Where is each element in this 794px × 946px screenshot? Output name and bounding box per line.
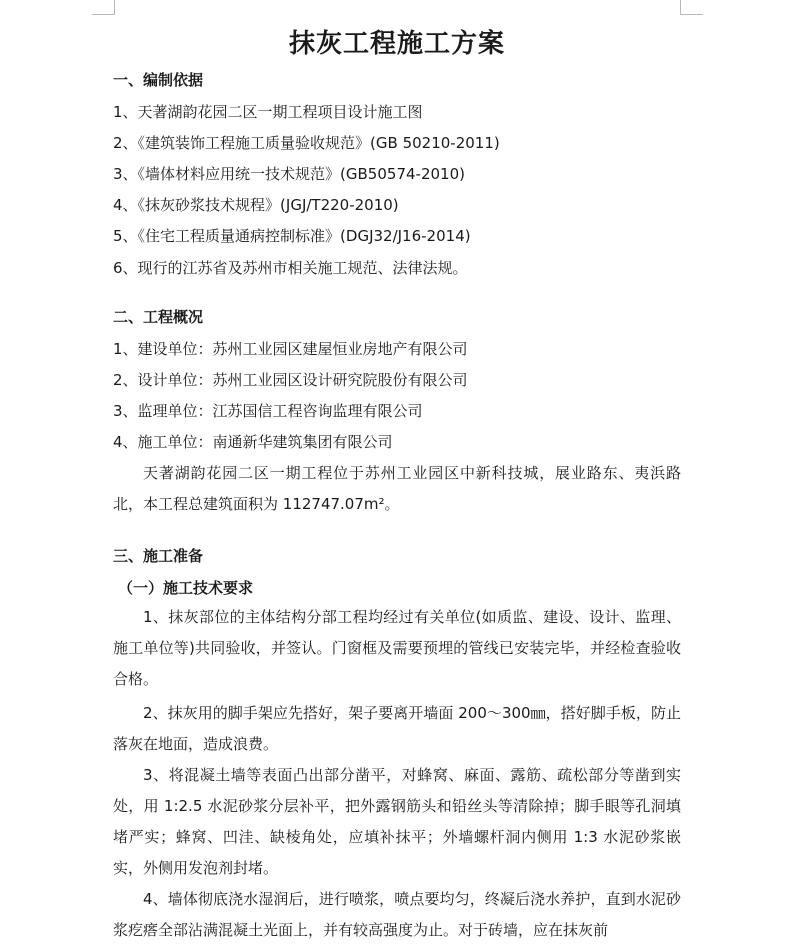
prep-paragraph-3: 3、将混凝土墙等表面凸出部分凿平，对蜂窝、麻面、露筋、疏松部分等凿到实处，用 1:2.5 水泥砂浆分层补平，把外露钢筋头和铅丝头等清除掉；脚手眼等孔洞填堵严实；蜂窝、凹洼、缺棱角处，应填补抹平；外墙螺杆洞内侧用 1:3 水泥砂浆嵌实，外侧用发泡剂封堵。 [113,766,681,877]
basis-item-4: 4、《抹灰砂浆技术规程》(JGJ/T220-2010) [113,196,399,214]
overview-paragraph: 天著湖韵花园二区一期工程位于苏州工业园区中新科技城，展业路东、夷浜路北，本工程总建筑面积为 112747.07m²。 [113,464,681,513]
section-heading-overview: 二、工程概况 [113,308,204,326]
prep-paragraph-1: 1、抹灰部位的主体结构分部工程均经过有关单位(如质监、建设、设计、监理、施工单位等)共同验收，并签认。门窗框及需要预埋的管线已安装完毕，并经检查验收合格。 [113,608,681,688]
basis-item-6: 6、现行的江苏省及苏州市相关施工规范、法律法规。 [113,259,468,277]
subsection-heading-technical: （一）施工技术要求 [118,579,254,597]
overview-item-4: 4、施工单位：南通新华建筑集团有限公司 [113,433,393,451]
section-heading-preparation: 三、施工准备 [113,547,204,565]
page-corner-top-right [680,0,703,15]
overview-item-1: 1、建设单位：苏州工业园区建屋恒业房地产有限公司 [113,340,468,358]
basis-item-5: 5、《住宅工程质量通病控制标准》(DGJ32/J16-2014) [113,227,471,245]
overview-item-2: 2、设计单位：苏州工业园区设计研究院股份有限公司 [113,371,468,389]
overview-item-3: 3、监理单位：江苏国信工程咨询监理有限公司 [113,402,423,420]
document-title: 抹灰工程施工方案 [288,29,505,59]
basis-item-2: 2、《建筑装饰工程施工质量验收规范》(GB 50210-2011) [113,134,500,152]
basis-item-1: 1、天著湖韵花园二区一期工程项目设计施工图 [113,103,423,121]
prep-paragraph-2: 2、抹灰用的脚手架应先搭好，架子要离开墙面 200～300㎜，搭好脚手板，防止落灰在地面，造成浪费。 [113,704,681,753]
section-heading-basis: 一、编制依据 [113,71,204,89]
basis-item-3: 3、《墙体材料应用统一技术规范》(GB50574-2010) [113,165,465,183]
prep-paragraph-4: 4、墙体彻底浇水湿润后，进行喷浆，喷点要均匀，终凝后浇水养护，直到水泥砂浆疙瘩全部沾满混凝土光面上，并有较高强度为止。对于砖墙，应在抹灰前 [113,890,681,939]
page-corner-top-left [92,0,115,15]
